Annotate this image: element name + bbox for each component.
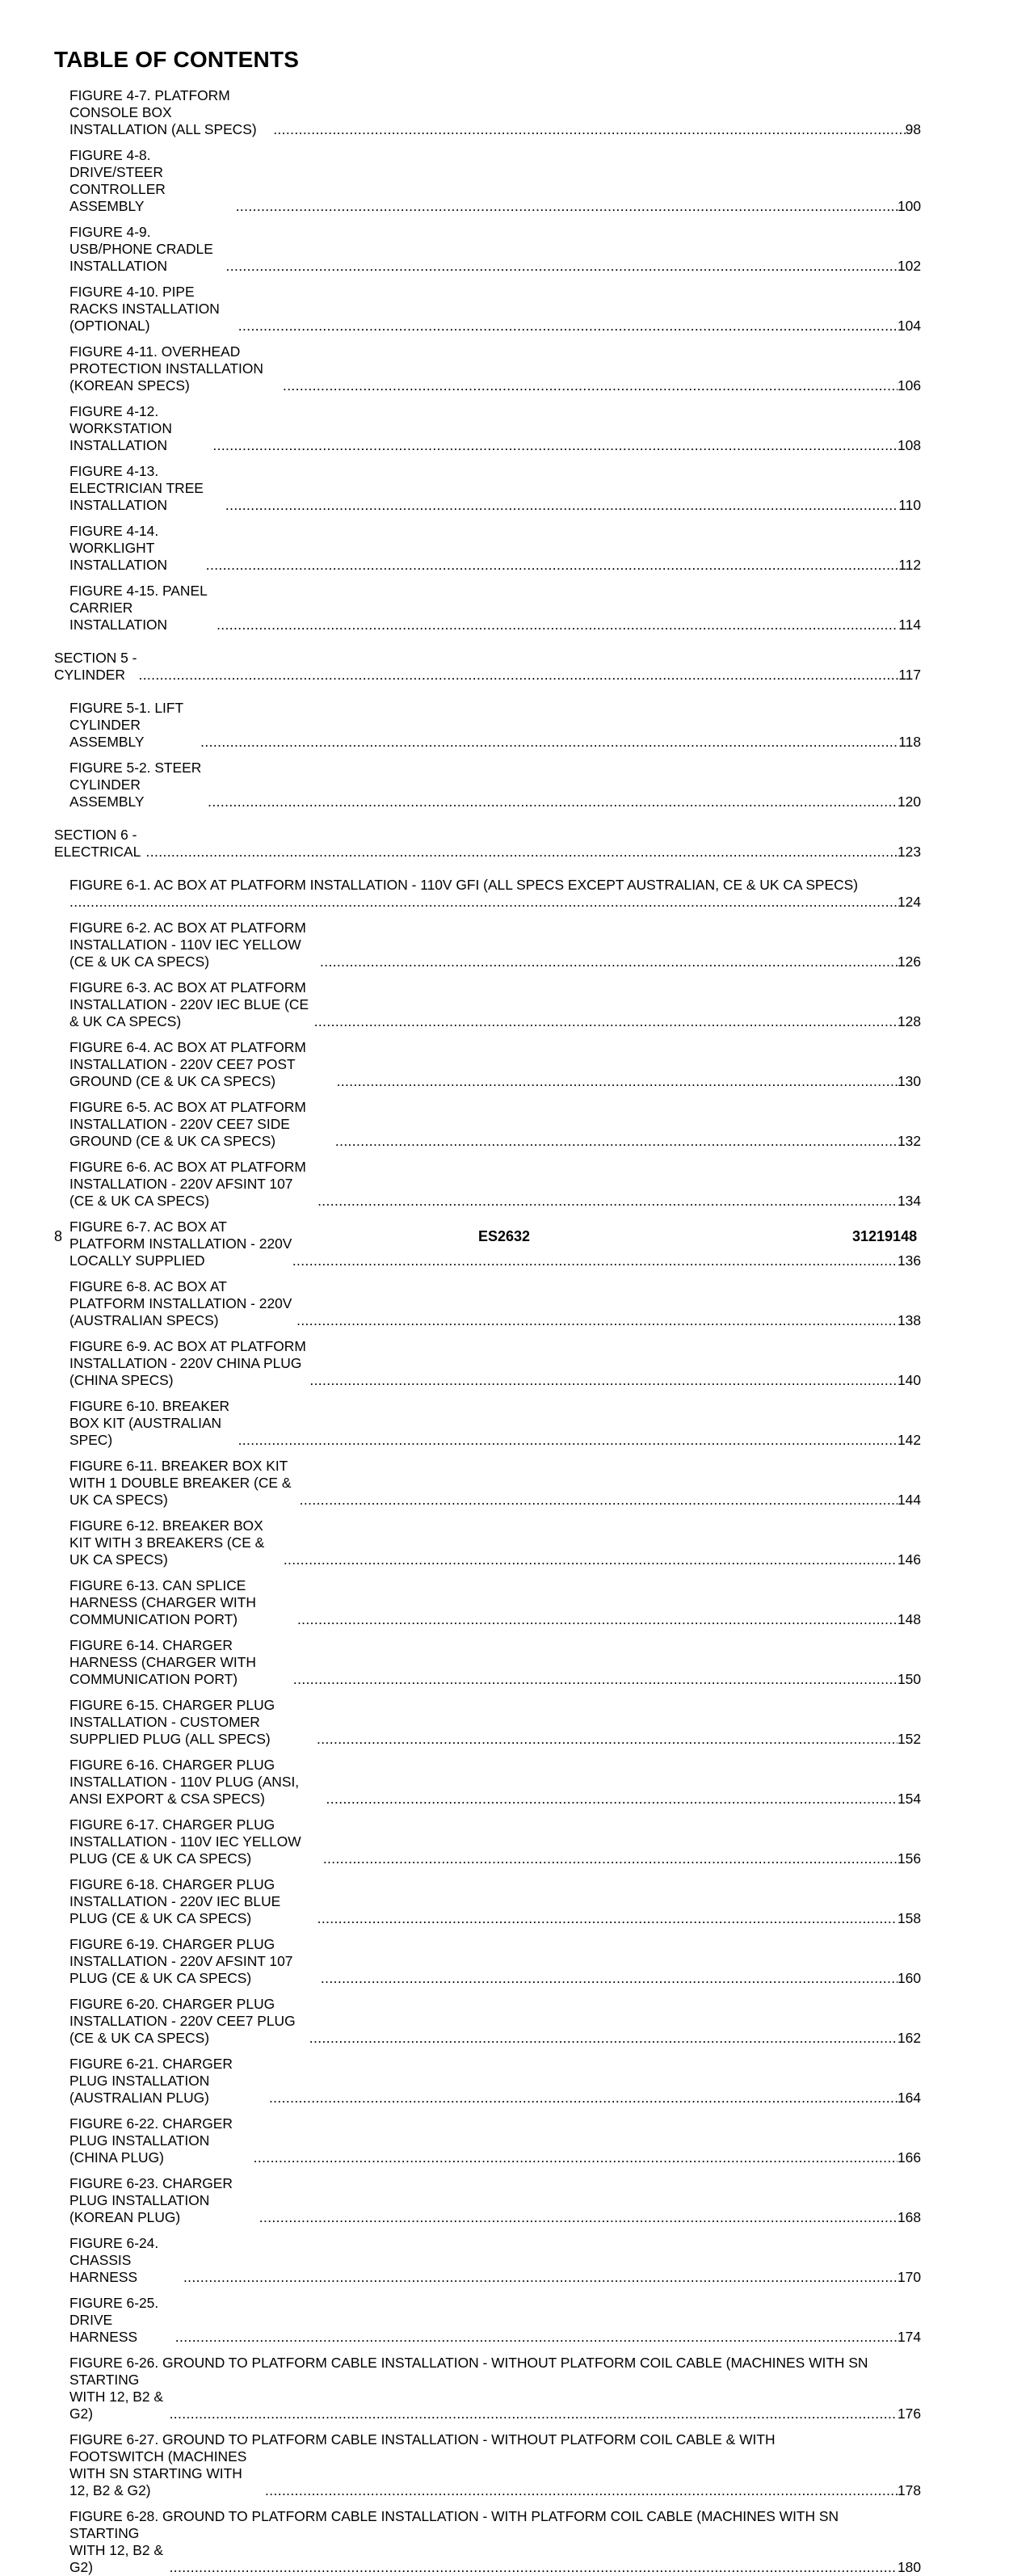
toc-entry-label: FIGURE 6-7. AC BOX AT PLATFORM INSTALLATION - 220V LOCALLY SUPPLIED [69,1219,292,1269]
dot-leader [238,1432,898,1449]
toc-entry[interactable] [54,343,921,394]
toc-section-page: 117 [898,667,921,683]
toc-entry-page: 180 [897,2559,921,2575]
toc-entry-page: 130 [897,1073,921,1089]
toc-entry-page: 140 [897,1372,921,1388]
toc-entry[interactable] [54,979,921,1030]
footer-model: ES2632 [478,1228,531,1244]
toc-entry-label-continued: FOOTSWITCH (MACHINES WITH SN STARTING WITH 12, B2 & G2) [69,2448,247,2498]
dot-leader [236,198,898,215]
toc-entry[interactable] [54,2175,921,2226]
dot-leader [283,377,898,394]
toc-entry[interactable] [54,1697,921,1748]
toc-entry[interactable] [54,1039,921,1090]
toc-section[interactable] [54,827,921,861]
footer-doc-number: 31219148 [852,1228,918,1244]
toc-entry[interactable] [54,1159,921,1210]
footer-page-number: 8 [54,1228,63,1244]
dot-leader [309,2030,898,2047]
toc-entry-label: FIGURE 6-12. BREAKER BOX KIT WITH 3 BREAKERS (CE & UK CA SPECS) [69,1517,265,1568]
dot-leader [317,1193,898,1210]
toc-entry[interactable] [54,2508,921,2576]
toc-entry-label: FIGURE 4-7. PLATFORM CONSOLE BOX INSTALLATION (ALL SPECS) [69,87,257,137]
toc-entry-label: FIGURE 6-11. BREAKER BOX KIT WITH 1 DOUBLE BREAKER (CE & UK CA SPECS) [69,1458,292,1508]
toc-entry-page: 124 [897,894,921,910]
toc-entry[interactable] [54,1338,921,1389]
toc-entry[interactable] [54,1278,921,1329]
toc-entry-label: FIGURE 6-27. GROUND TO PLATFORM CABLE INSTALLATION - WITHOUT PLATFORM COIL CABLE & WITH [69,2431,776,2448]
toc-entry-page: 162 [897,2030,921,2046]
toc-entry-page: 108 [897,437,921,453]
toc-entry-label: FIGURE 6-23. CHARGER PLUG INSTALLATION (KOREAN PLUG) [69,2175,233,2225]
dot-leader [317,1910,898,1927]
dot-leader [138,667,898,684]
toc-entry-page: 178 [897,2482,921,2498]
toc-entry-label: FIGURE 6-15. CHARGER PLUG INSTALLATION - CUSTOMER SUPPLIED PLUG (ALL SPECS) [69,1697,275,1747]
toc-entry[interactable] [54,1458,921,1509]
toc-entry-page: 142 [897,1432,921,1448]
toc-entry-page: 166 [897,2149,921,2166]
toc-entry[interactable] [54,2355,921,2422]
toc-entry[interactable] [54,2431,921,2499]
dot-leader [200,734,898,751]
dot-leader [217,617,898,633]
toc-entry[interactable] [54,87,921,138]
toc-entry-page: 134 [897,1193,921,1209]
toc-list [54,87,921,2576]
toc-entry-label: FIGURE 6-2. AC BOX AT PLATFORM INSTALLATION - 110V IEC YELLOW (CE & UK CA SPECS) [69,920,306,970]
toc-entry[interactable] [54,1996,921,2047]
toc-entry-label: FIGURE 4-8. DRIVE/STEER CONTROLLER ASSEMBLY [69,147,166,214]
toc-entry-label: FIGURE 6-14. CHARGER HARNESS (CHARGER WITH COMMUNICATION PORT) [69,1637,256,1687]
toc-entry-label-continued: STARTING WITH 12, B2 & G2) [69,2525,163,2575]
toc-entry-page: 160 [897,1970,921,1986]
toc-entry-label: FIGURE 4-9. USB/PHONE CRADLE INSTALLATION [69,224,213,274]
toc-entry-label: FIGURE 5-2. STEER CYLINDER ASSEMBLY [69,760,202,810]
dot-leader [321,1970,898,1987]
toc-entry-label: FIGURE 6-20. CHARGER PLUG INSTALLATION - 220V CEE7 PLUG (CE & UK CA SPECS) [69,1996,296,2046]
toc-entry-page: 110 [898,497,921,513]
toc-entry[interactable] [54,224,921,275]
toc-entry-page: 176 [897,2406,921,2422]
toc-entry-label: FIGURE 6-9. AC BOX AT PLATFORM INSTALLATION - 220V CHINA PLUG (CHINA SPECS) [69,1338,306,1388]
toc-entry-page: 150 [897,1671,921,1687]
toc-entry-label: FIGURE 6-13. CAN SPLICE HARNESS (CHARGER WITH COMMUNICATION PORT) [69,1577,256,1627]
toc-entry-label: FIGURE 4-15. PANEL CARRIER INSTALLATION [69,583,208,633]
dot-leader [337,1073,898,1090]
toc-entry-page: 102 [897,258,921,274]
toc-entry-label: FIGURE 6-18. CHARGER PLUG INSTALLATION - 220V IEC BLUE PLUG (CE & UK CA SPECS) [69,1876,281,1926]
toc-entry[interactable] [54,2295,921,2346]
toc-entry[interactable] [54,1876,921,1927]
toc-entry[interactable] [54,2235,921,2286]
toc-entry[interactable] [54,463,921,514]
toc-entry-label: FIGURE 6-16. CHARGER PLUG INSTALLATION - 110V PLUG (ANSI, ANSI EXPORT & CSA SPECS) [69,1757,300,1807]
dot-leader [170,2559,898,2576]
dot-leader [69,894,898,911]
dot-leader [254,2149,898,2166]
dot-leader [296,1312,898,1329]
dot-leader [309,1372,898,1389]
dot-leader [208,793,898,810]
toc-entry-page: 148 [897,1611,921,1627]
dot-leader [314,1013,898,1030]
dot-leader [317,1731,898,1748]
toc-entry[interactable] [54,700,921,751]
dot-leader [273,121,905,138]
toc-entry[interactable] [54,2056,921,2107]
dot-leader [170,2406,898,2422]
toc-entry-label: FIGURE 6-28. GROUND TO PLATFORM CABLE INSTALLATION - WITH PLATFORM COIL CABLE (MACHINES WITH SN [69,2508,839,2524]
toc-entry-label: FIGURE 4-12. WORKSTATION INSTALLATION [69,403,172,453]
toc-entry-page: 118 [898,734,921,750]
toc-entry-label: FIGURE 6-4. AC BOX AT PLATFORM INSTALLATION - 220V CEE7 POST GROUND (CE & UK CA SPECS) [69,1039,306,1089]
toc-entry-label: FIGURE 6-25. DRIVE HARNESS [69,2295,159,2345]
toc-entry-page: 144 [897,1492,921,1508]
toc-entry-page: 152 [897,1731,921,1747]
toc-entry[interactable] [54,147,921,215]
toc-entry-label: FIGURE 6-21. CHARGER PLUG INSTALLATION (AUSTRALIAN PLUG) [69,2056,233,2106]
dot-leader [297,1611,898,1628]
toc-entry-page: 170 [897,2269,921,2285]
toc-entry-page: 114 [898,617,921,633]
dot-leader [265,2482,898,2499]
toc-entry[interactable] [54,523,921,574]
toc-section-label: SECTION 5 - CYLINDER [54,650,137,683]
toc-entry-label: FIGURE 6-10. BREAKER BOX KIT (AUSTRALIAN SPEC) [69,1398,230,1448]
page-title: TABLE OF CONTENTS [54,47,300,72]
toc-entry[interactable] [54,1936,921,1987]
dot-leader [175,2329,898,2346]
dot-leader [225,497,898,514]
dot-leader [206,557,899,574]
toc-entry-page: 132 [897,1133,921,1149]
dot-leader [212,437,898,454]
toc-entry[interactable] [54,2115,921,2166]
dot-leader [146,844,898,861]
toc-entry-label: FIGURE 6-3. AC BOX AT PLATFORM INSTALLATION - 220V IEC BLUE (CE & UK CA SPECS) [69,979,309,1029]
toc-section-label: SECTION 6 - ELECTRICAL [54,827,141,860]
toc-entry-page: 98 [905,121,921,137]
toc-section-page: 123 [897,844,921,860]
toc-entry-page: 156 [897,1850,921,1867]
dot-leader [300,1492,898,1509]
toc-entry[interactable] [54,284,921,335]
dot-leader [226,258,898,275]
dot-leader [335,1133,898,1150]
toc-entry-label: FIGURE 4-13. ELECTRICIAN TREE INSTALLATION [69,463,204,513]
toc-entry[interactable] [54,760,921,810]
toc-entry-page: 138 [897,1312,921,1328]
toc-entry[interactable] [54,1816,921,1867]
toc-entry-label: FIGURE 5-1. LIFT CYLINDER ASSEMBLY [69,700,183,750]
toc-entry[interactable] [54,403,921,454]
toc-entry-label: FIGURE 6-22. CHARGER PLUG INSTALLATION (CHINA PLUG) [69,2115,233,2166]
toc-entry-page: 146 [897,1551,921,1568]
toc-entry-page: 104 [897,318,921,334]
toc-entry-label: FIGURE 4-11. OVERHEAD PROTECTION INSTALLATION (KOREAN SPECS) [69,343,263,394]
toc-entry-page: 136 [897,1252,921,1269]
toc-entry-label: FIGURE 6-19. CHARGER PLUG INSTALLATION - 220V AFSINT 107 PLUG (CE & UK CA SPECS) [69,1936,293,1986]
toc-entry-label: FIGURE 4-14. WORKLIGHT INSTALLATION [69,523,168,573]
dot-leader [292,1252,898,1269]
toc-entry-page: 154 [897,1791,921,1807]
toc-entry-page: 120 [897,793,921,810]
toc-section[interactable] [54,650,921,684]
toc-entry-page: 112 [898,557,921,573]
dot-leader [320,953,898,970]
toc-entry-label: FIGURE 6-6. AC BOX AT PLATFORM INSTALLATION - 220V AFSINT 107 (CE & UK CA SPECS) [69,1159,306,1209]
dot-leader [183,2269,898,2286]
toc-entry-label-continued: STARTING WITH 12, B2 & G2) [69,2372,163,2422]
toc-entry[interactable] [54,583,921,633]
dot-leader [323,1850,898,1867]
toc-entry-page: 128 [897,1013,921,1029]
toc-entry[interactable] [54,1757,921,1808]
dot-leader [269,2090,898,2107]
toc-entry-label: FIGURE 6-1. AC BOX AT PLATFORM INSTALLATION - 110V GFI (ALL SPECS EXCEPT AUSTRALIAN, CE & UK CA SPECS) [69,877,859,893]
toc-entry-label: FIGURE 6-5. AC BOX AT PLATFORM INSTALLATION - 220V CEE7 SIDE GROUND (CE & UK CA SPECS) [69,1099,306,1149]
toc-entry[interactable] [54,1398,921,1449]
toc-entry-page: 168 [897,2209,921,2225]
toc-entry[interactable] [54,920,921,970]
dot-leader [238,318,898,335]
dot-leader [284,1551,898,1568]
toc-entry-label: FIGURE 6-8. AC BOX AT PLATFORM INSTALLATION - 220V (AUSTRALIAN SPECS) [69,1278,292,1328]
toc-entry-label: FIGURE 6-17. CHARGER PLUG INSTALLATION - 110V IEC YELLOW PLUG (CE & UK CA SPECS) [69,1816,301,1867]
toc-entry[interactable] [54,1099,921,1150]
toc-entry-page: 164 [897,2090,921,2106]
toc-entry[interactable] [54,1637,921,1688]
toc-entry[interactable] [54,877,921,911]
toc-entry-label: FIGURE 6-24. CHASSIS HARNESS [69,2235,159,2285]
toc-entry-page: 126 [897,953,921,970]
toc-entry-page: 106 [897,377,921,394]
toc-entry-page: 158 [897,1910,921,1926]
dot-leader [326,1791,898,1808]
toc-entry-page: 174 [897,2329,921,2345]
dot-leader [293,1671,898,1688]
dot-leader [259,2209,898,2226]
toc-entry[interactable] [54,1577,921,1628]
toc-entry[interactable] [54,1517,921,1568]
toc-entry-label: FIGURE 4-10. PIPE RACKS INSTALLATION (OPTIONAL) [69,284,220,334]
toc-entry-label: FIGURE 6-26. GROUND TO PLATFORM CABLE INSTALLATION - WITHOUT PLATFORM COIL CABLE (MACHINES WITH SN [69,2355,868,2371]
toc-entry-page: 100 [897,198,921,214]
